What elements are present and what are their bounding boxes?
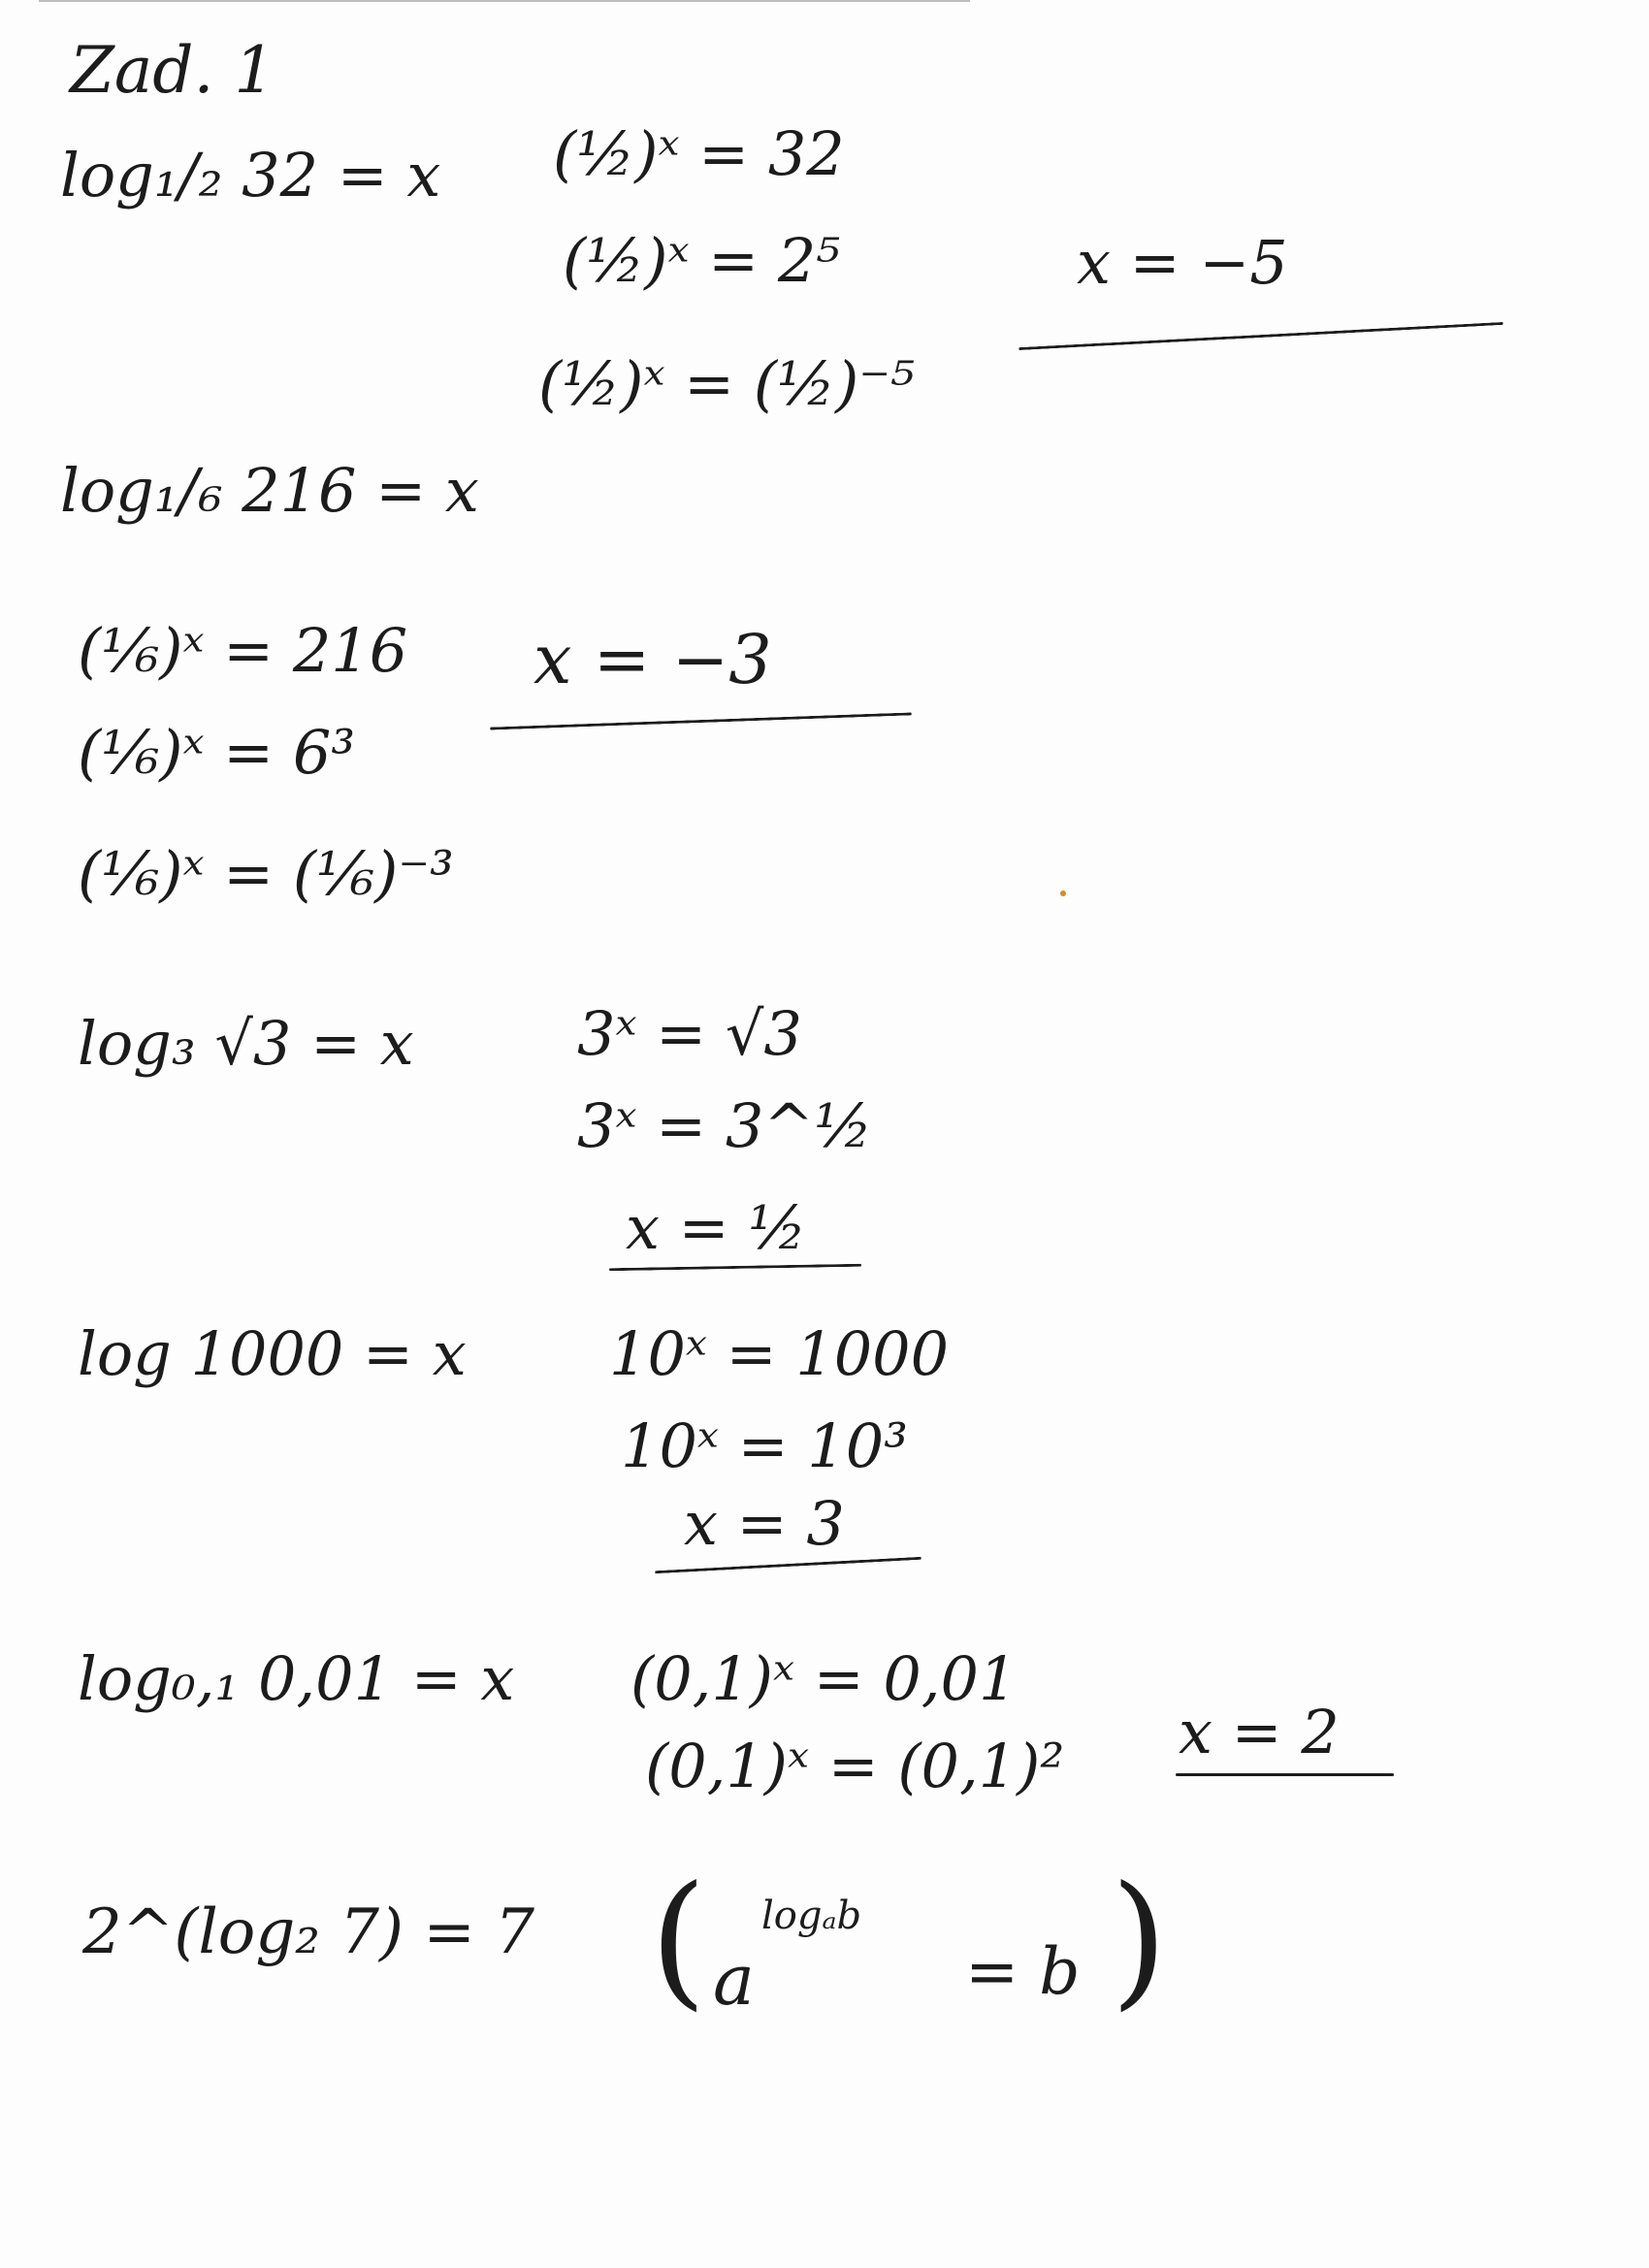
problem-3-answer-underline (609, 1264, 861, 1272)
problem-3-step-1: 3ˣ = √3 (577, 998, 802, 1069)
problem-1-step-3: (½)ˣ = (½)⁻⁵ (538, 348, 915, 419)
problem-2-expression: log₁/₆ 216 = x (60, 455, 479, 526)
problem-4-expression: log 1000 = x (78, 1318, 467, 1389)
problem-4-step-2: 10ˣ = 10³ (621, 1410, 909, 1481)
problem-2-step-1: (⅙)ˣ = 216 (78, 615, 408, 686)
problem-5-step-2: (0,1)ˣ = (0,1)² (645, 1731, 1065, 1801)
problem-2-answer-underline (490, 712, 912, 729)
problem-2-step-2: (⅙)ˣ = 6³ (78, 717, 356, 788)
problem-3-answer: x = ½ (626, 1192, 807, 1263)
rule-open-paren: ( (650, 1856, 707, 2025)
problem-4-answer-underline (655, 1557, 922, 1573)
problem-1-step-1: (½)ˣ = 32 (553, 118, 845, 189)
paper-edge (39, 0, 970, 2)
paper-speck (1060, 891, 1066, 896)
rule-close-paren: ) (1111, 1856, 1168, 2025)
problem-3-expression: log₃ √3 = x (78, 1008, 414, 1079)
problem-5-expression: log₀,₁ 0,01 = x (78, 1643, 515, 1714)
problem-3-step-2: 3ˣ = 3^½ (577, 1090, 873, 1161)
problem-1-answer-underline (1018, 322, 1503, 350)
problem-4-answer: x = 3 (684, 1488, 845, 1559)
rule-exponent: logₐb (761, 1894, 862, 1938)
problem-2-answer: x = −3 (534, 620, 772, 699)
problem-1-answer: x = −5 (1077, 227, 1288, 298)
problem-2-step-3: (⅙)ˣ = (⅙)⁻³ (78, 838, 454, 909)
page-title: Zad. 1 (70, 33, 275, 108)
problem-1-step-2: (½)ˣ = 2⁵ (563, 225, 841, 296)
rule-rest: = b (965, 1934, 1081, 2009)
problem-4-step-1: 10ˣ = 1000 (609, 1318, 950, 1389)
problem-5-step-1: (0,1)ˣ = 0,01 (630, 1643, 1018, 1714)
problem-1-expression: log₁/₂ 32 = x (60, 140, 441, 211)
rule-base: a (713, 1939, 755, 2021)
problem-5-answer: x = 2 (1179, 1697, 1340, 1767)
identity-expression: 2^(log₂ 7) = 7 (82, 1896, 534, 1968)
problem-5-answer-underline (1176, 1773, 1394, 1776)
